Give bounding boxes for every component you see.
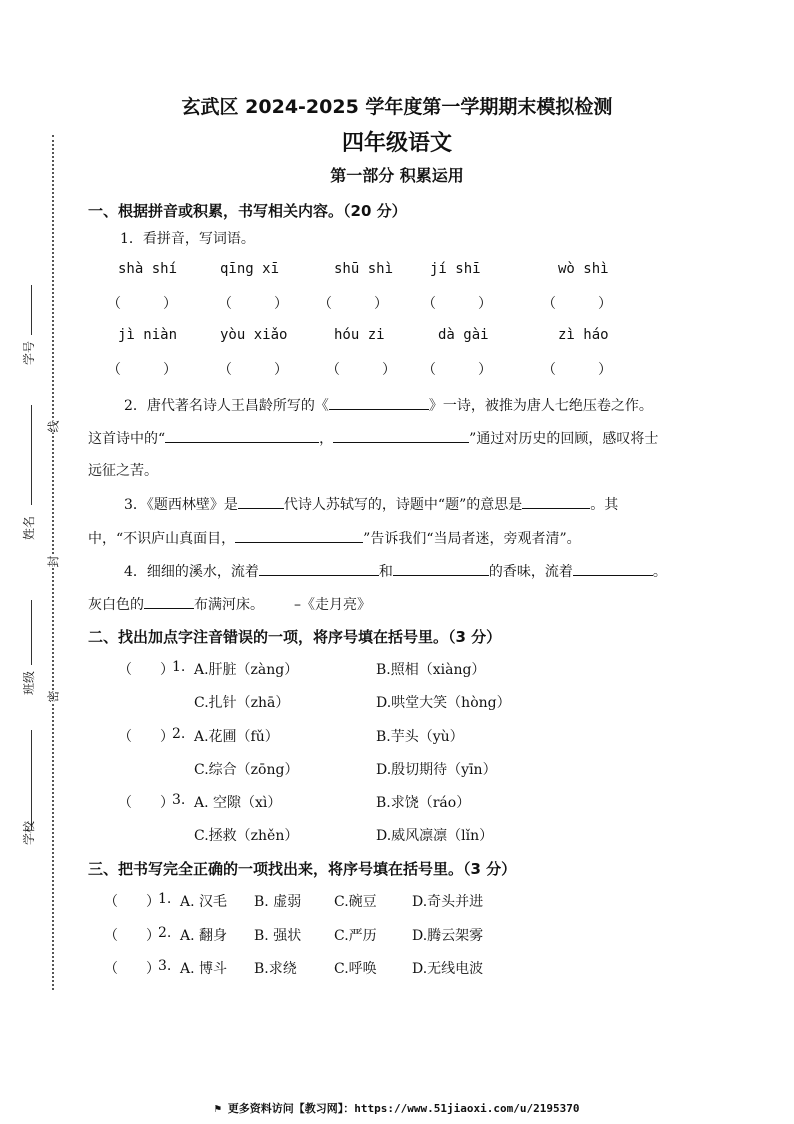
answer-blank[interactable]: （ ） — [318, 296, 388, 312]
q3-text-e: ”告诉我们“当局者迷，旁观者清”。 — [363, 531, 581, 547]
student-id-line — [31, 285, 32, 335]
flag-icon: ⚑ — [214, 1102, 228, 1115]
s2-q1-option-b: B.照相（xiàng） — [376, 662, 486, 678]
q3-text-a: 3．《题西林壁》是 — [124, 497, 238, 513]
s2-q1-option-c: C.扎针（zhā） — [194, 695, 290, 711]
q2-blank-poem[interactable] — [329, 395, 429, 410]
q4-text-c: 的香味，流着 — [488, 564, 573, 580]
q2-blank-line2[interactable] — [333, 428, 469, 443]
q4-text-e: 灰白色的 — [88, 597, 144, 613]
answer-blank[interactable]: （ ） — [542, 296, 612, 312]
name-label: 姓名 — [22, 515, 36, 540]
s2-q1-num: 1. — [172, 659, 186, 675]
s2-q3-option-a: A. 空隙（xì） — [194, 795, 282, 811]
q1-prompt: 1．看拼音，写词语。 — [120, 231, 255, 247]
pinyin: yòu xiǎo — [220, 327, 288, 343]
footer-text: 更多资料访问【教习网】：https://www.51jiaoxi.com/u/2195370 — [227, 1102, 580, 1115]
binding-mark-secret: 密 — [46, 690, 61, 703]
q2-text-a: 2．唐代著名诗人王昌龄所写的《 — [124, 398, 329, 414]
answer-blank[interactable]: （ ） — [218, 296, 288, 312]
q4-source: –《走月亮》 — [294, 597, 371, 613]
q3-blank-dynasty[interactable] — [238, 494, 284, 509]
s2-q3-num: 3. — [172, 792, 186, 808]
s2-q2-option-d: D.殷切期待（yīn） — [376, 762, 497, 778]
q2-line-2 — [88, 428, 658, 448]
q4-text-a: 4．细细的溪水，流着 — [124, 564, 259, 580]
s2-q2-option-c: C.综合（zōng） — [194, 762, 299, 778]
binding-mark-line: 线 — [46, 420, 61, 433]
s3-q2-option-b: B. 强状 — [254, 928, 302, 944]
s3-q1-option-c: C.碗豆 — [334, 894, 377, 910]
pinyin: zì háo — [558, 327, 609, 343]
q3-text-b: 代诗人苏轼写的，诗题中“题”的意思是 — [283, 497, 523, 513]
pinyin: wò shì — [558, 261, 609, 277]
q2-text-d: ， — [319, 431, 334, 447]
answer-blank[interactable]: （ ） — [542, 362, 612, 378]
s3-q3-option-a: A. 博斗 — [180, 961, 228, 977]
answer-blank[interactable]: （ ） — [107, 362, 177, 378]
q4-blank-3[interactable] — [573, 561, 653, 576]
s3-q2-option-d: D.腾云架雾 — [412, 928, 484, 944]
section-3-heading: 三、把书写完全正确的一项找出来，将序号填在括号里。（3 分） — [88, 860, 517, 878]
s3-q1-option-b: B. 虚弱 — [254, 894, 302, 910]
q2-blank-line1[interactable] — [165, 428, 319, 443]
answer-blank[interactable]: （ ） — [422, 362, 492, 378]
class-line — [31, 600, 32, 665]
q2-text-b: 》一诗，被推为唐人七绝压卷之作。 — [428, 398, 653, 414]
s3-q3-option-c: C.呼唤 — [334, 961, 377, 977]
pinyin: qīng xī — [220, 261, 280, 277]
s2-q3-option-b: B.求饶（ráo） — [376, 795, 471, 811]
pinyin: hóu zi — [334, 327, 385, 343]
s2-q3-option-d: D.威风凛凛（lǐn） — [376, 828, 494, 844]
s2-q1-bracket[interactable]: （ ） — [118, 662, 174, 678]
s3-q1-bracket[interactable]: （ ） — [104, 894, 160, 910]
s2-q3-option-c: C.拯救（zhěn） — [194, 828, 299, 844]
q3-text-d: 中，“不识庐山真面目， — [88, 531, 236, 547]
q3-line-1 — [124, 494, 618, 514]
s2-q2-bracket[interactable]: （ ） — [118, 729, 174, 745]
pinyin: shū shì — [334, 261, 394, 277]
s2-q1-option-a: A.肝脏（zàng） — [194, 662, 299, 678]
q4-blank-4[interactable] — [144, 594, 194, 609]
answer-blank[interactable]: （ ） — [107, 296, 177, 312]
pinyin: jí shī — [430, 261, 481, 277]
s3-q2-option-c: C.严历 — [334, 928, 377, 944]
q3-blank-verse[interactable] — [235, 528, 363, 543]
s2-q2-option-b: B.芋头（yù） — [376, 729, 464, 745]
name-line — [31, 405, 32, 505]
pinyin: shà shí — [118, 261, 178, 277]
s3-q2-num: 2. — [158, 925, 172, 941]
part-title: 第一部分 积累运用 — [330, 166, 464, 185]
answer-blank[interactable]: （ ） — [422, 296, 492, 312]
s3-q2-option-a: A. 翻身 — [180, 928, 228, 944]
q4-line-2 — [88, 594, 371, 614]
s3-q3-bracket[interactable]: （ ） — [104, 961, 160, 977]
q4-line-1 — [124, 561, 667, 581]
answer-blank[interactable]: （ ） — [326, 362, 396, 378]
s2-q1-option-d: D.哄堂大笑（hòng） — [376, 695, 511, 711]
class-label: 班级 — [22, 670, 36, 695]
q2-text-c: 这首诗中的“ — [88, 431, 166, 447]
pinyin: dà gài — [438, 327, 489, 343]
q3-blank-meaning[interactable] — [522, 494, 590, 509]
subject-title: 四年级语文 — [341, 131, 452, 156]
s3-q1-num: 1. — [158, 891, 172, 907]
q4-blank-2[interactable] — [393, 561, 489, 576]
q2-line-1 — [124, 395, 653, 415]
s3-q3-option-b: B.求绕 — [254, 961, 297, 977]
s2-q2-option-a: A.花圃（fǔ） — [194, 729, 279, 745]
s3-q1-option-a: A. 汉毛 — [180, 894, 228, 910]
q3-line-2 — [88, 528, 581, 548]
school-line — [31, 730, 32, 830]
student-id-label: 学号 — [22, 340, 36, 365]
s2-q3-bracket[interactable]: （ ） — [118, 795, 174, 811]
q4-text-f: 布满河床。 — [194, 597, 264, 613]
s3-q3-num: 3. — [158, 958, 172, 974]
q3-text-c: 。其 — [590, 497, 619, 513]
footer-link[interactable] — [0, 1100, 794, 1116]
answer-blank[interactable]: （ ） — [218, 362, 288, 378]
s2-q2-num: 2. — [172, 726, 186, 742]
s3-q1-option-d: D.奇头并进 — [412, 894, 484, 910]
q2-text-e: ”通过对历史的回顾，感叹将士 — [469, 431, 659, 447]
s3-q2-bracket[interactable]: （ ） — [104, 928, 160, 944]
q2-text-f: 远征之苦。 — [88, 463, 158, 479]
pinyin: jì niàn — [118, 327, 178, 343]
q4-text-d: 。 — [652, 564, 667, 580]
school-label: 学校 — [22, 820, 36, 845]
s3-q3-option-d: D.无线电波 — [412, 961, 484, 977]
section-2-heading: 二、找出加点字注音错误的一项，将序号填在括号里。（3 分） — [88, 628, 502, 646]
q4-blank-1[interactable] — [259, 561, 379, 576]
binding-mark-seal: 封 — [46, 555, 61, 568]
exam-title: 玄武区 2024-2025 学年度第一学期期末模拟检测 — [181, 96, 613, 118]
q4-text-b: 和 — [378, 564, 393, 580]
section-1-heading: 一、根据拼音或积累，书写相关内容。（20 分） — [88, 202, 407, 220]
